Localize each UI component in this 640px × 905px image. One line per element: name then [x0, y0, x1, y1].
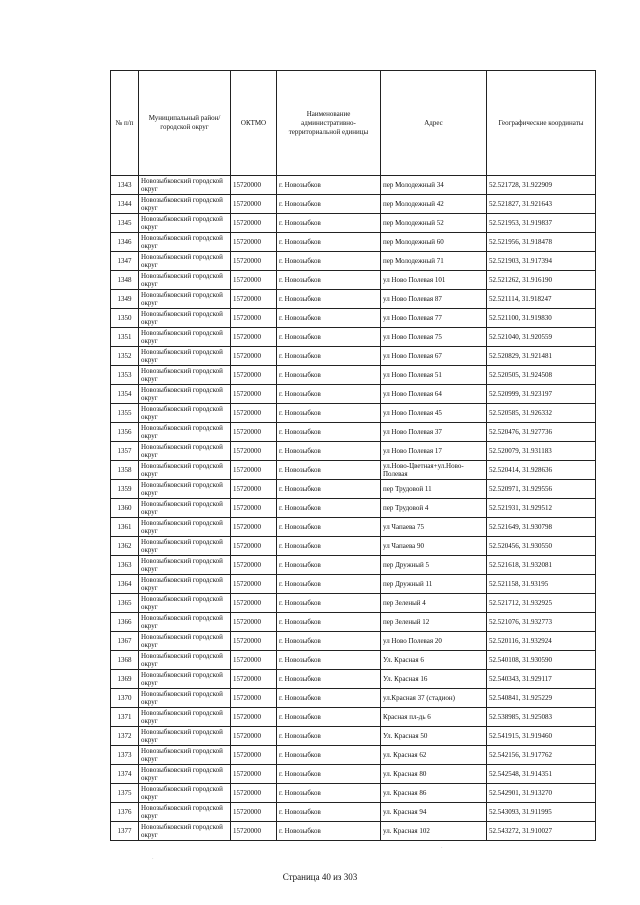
- row-address: ул Ново Полевая 64: [381, 385, 487, 404]
- row-oktmo: 15720000: [231, 518, 277, 537]
- row-address: ул. Красная 62: [381, 746, 487, 765]
- row-address: Ул. Красная 16: [381, 670, 487, 689]
- table-row: [111, 480, 596, 499]
- row-admin-unit: г. Новозыбков: [277, 537, 381, 556]
- row-admin-unit: г. Новозыбков: [277, 708, 381, 727]
- row-address: ул Ново Полевая 17: [381, 442, 487, 461]
- row-oktmo: 15720000: [231, 708, 277, 727]
- row-oktmo: 15720000: [231, 271, 277, 290]
- row-admin-unit: г. Новозыбков: [277, 613, 381, 632]
- row-coordinates: 52.520456, 31.930550: [487, 537, 596, 556]
- row-municipality: Новозыбковский городской округ: [139, 499, 231, 518]
- table-row: [111, 613, 596, 632]
- row-oktmo: 15720000: [231, 575, 277, 594]
- row-address: ул Ново Полевая 101: [381, 271, 487, 290]
- row-admin-unit: г. Новозыбков: [277, 480, 381, 499]
- row-municipality: Новозыбковский городской округ: [139, 689, 231, 708]
- row-address: ул. Красная 102: [381, 822, 487, 841]
- row-admin-unit: г. Новозыбков: [277, 290, 381, 309]
- row-municipality: Новозыбковский городской округ: [139, 575, 231, 594]
- row-number: 1363: [111, 556, 139, 575]
- row-coordinates: 52.542901, 31.913270: [487, 784, 596, 803]
- row-number: 1347: [111, 252, 139, 271]
- table-row: [111, 366, 596, 385]
- row-address: ул. Красная 94: [381, 803, 487, 822]
- row-coordinates: 52.520116, 31.932924: [487, 632, 596, 651]
- row-municipality: Новозыбковский городской округ: [139, 271, 231, 290]
- row-municipality: Новозыбковский городской округ: [139, 613, 231, 632]
- row-address: ул. Красная 80: [381, 765, 487, 784]
- row-municipality: Новозыбковский городской округ: [139, 480, 231, 499]
- row-number: 1375: [111, 784, 139, 803]
- row-admin-unit: г. Новозыбков: [277, 651, 381, 670]
- row-number: 1350: [111, 309, 139, 328]
- row-number: 1353: [111, 366, 139, 385]
- table-row: [111, 784, 596, 803]
- table-row: [111, 233, 596, 252]
- row-address: пер Молодежный 42: [381, 195, 487, 214]
- row-oktmo: 15720000: [231, 176, 277, 195]
- row-address: пер Зеленый 12: [381, 613, 487, 632]
- row-oktmo: 15720000: [231, 594, 277, 613]
- page-number: Страница 40 из 303: [282, 872, 358, 882]
- table-row: [111, 404, 596, 423]
- row-coordinates: 52.520999, 31.923197: [487, 385, 596, 404]
- row-coordinates: 52.543272, 31.910027: [487, 822, 596, 841]
- row-number: 1343: [111, 176, 139, 195]
- row-number: 1370: [111, 689, 139, 708]
- row-number: 1372: [111, 727, 139, 746]
- row-address: ул Ново Полевая 77: [381, 309, 487, 328]
- row-admin-unit: г. Новозыбков: [277, 784, 381, 803]
- header-coordinates: Географические координаты: [487, 71, 596, 176]
- row-address: Красная пл-дь 6: [381, 708, 487, 727]
- table-row: [111, 442, 596, 461]
- row-number: 1344: [111, 195, 139, 214]
- row-address: пер Трудовой 11: [381, 480, 487, 499]
- row-coordinates: 52.543093, 31.911995: [487, 803, 596, 822]
- table-row: [111, 347, 596, 366]
- table-row: [111, 518, 596, 537]
- row-municipality: Новозыбковский городской округ: [139, 822, 231, 841]
- row-address: ул Ново Полевая 45: [381, 404, 487, 423]
- table-row: [111, 632, 596, 651]
- row-coordinates: 52.521040, 31.920559: [487, 328, 596, 347]
- row-admin-unit: г. Новозыбков: [277, 176, 381, 195]
- row-oktmo: 15720000: [231, 214, 277, 233]
- row-number: 1376: [111, 803, 139, 822]
- row-number: 1354: [111, 385, 139, 404]
- row-address: Ул. Красная 50: [381, 727, 487, 746]
- row-number: 1346: [111, 233, 139, 252]
- row-municipality: Новозыбковский городской округ: [139, 347, 231, 366]
- row-coordinates: 52.520971, 31.929556: [487, 480, 596, 499]
- row-admin-unit: г. Новозыбков: [277, 214, 381, 233]
- row-coordinates: 52.521114, 31.918247: [487, 290, 596, 309]
- row-number: 1349: [111, 290, 139, 309]
- row-municipality: Новозыбковский городской округ: [139, 518, 231, 537]
- row-admin-unit: г. Новозыбков: [277, 385, 381, 404]
- row-admin-unit: г. Новозыбков: [277, 594, 381, 613]
- row-number: 1365: [111, 594, 139, 613]
- table-row: [111, 651, 596, 670]
- coordinates-table: [110, 70, 596, 841]
- table-row: [111, 537, 596, 556]
- row-municipality: Новозыбковский городской округ: [139, 632, 231, 651]
- row-coordinates: 52.521712, 31.932925: [487, 594, 596, 613]
- row-admin-unit: г. Новозыбков: [277, 727, 381, 746]
- row-admin-unit: г. Новозыбков: [277, 423, 381, 442]
- table-row: [111, 271, 596, 290]
- row-coordinates: 52.540841, 31.925229: [487, 689, 596, 708]
- row-municipality: Новозыбковский городской округ: [139, 746, 231, 765]
- row-oktmo: 15720000: [231, 613, 277, 632]
- row-admin-unit: г. Новозыбков: [277, 803, 381, 822]
- row-number: 1374: [111, 765, 139, 784]
- row-coordinates: 52.520476, 31.927736: [487, 423, 596, 442]
- row-address: пер Трудовой 4: [381, 499, 487, 518]
- table-row: [111, 461, 596, 480]
- row-coordinates: 52.521827, 31.921643: [487, 195, 596, 214]
- row-coordinates: 52.521953, 31.919837: [487, 214, 596, 233]
- table-row: [111, 727, 596, 746]
- row-coordinates: 52.521076, 31.932773: [487, 613, 596, 632]
- row-oktmo: 15720000: [231, 670, 277, 689]
- row-admin-unit: г. Новозыбков: [277, 765, 381, 784]
- row-oktmo: 15720000: [231, 366, 277, 385]
- row-oktmo: 15720000: [231, 347, 277, 366]
- row-municipality: Новозыбковский городской округ: [139, 594, 231, 613]
- row-address: ул. Красная 86: [381, 784, 487, 803]
- row-address: пер Молодежный 34: [381, 176, 487, 195]
- table-row: [111, 385, 596, 404]
- row-oktmo: 15720000: [231, 442, 277, 461]
- row-oktmo: 15720000: [231, 309, 277, 328]
- row-municipality: Новозыбковский городской округ: [139, 328, 231, 347]
- table-row: [111, 423, 596, 442]
- row-address: пер Молодежный 60: [381, 233, 487, 252]
- row-coordinates: 52.521618, 31.932081: [487, 556, 596, 575]
- row-number: 1362: [111, 537, 139, 556]
- row-number: 1373: [111, 746, 139, 765]
- row-admin-unit: г. Новозыбков: [277, 233, 381, 252]
- row-admin-unit: г. Новозыбков: [277, 271, 381, 290]
- row-oktmo: 15720000: [231, 461, 277, 480]
- row-admin-unit: г. Новозыбков: [277, 309, 381, 328]
- row-admin-unit: г. Новозыбков: [277, 252, 381, 271]
- row-oktmo: 15720000: [231, 784, 277, 803]
- row-oktmo: 15720000: [231, 233, 277, 252]
- row-coordinates: 52.520829, 31.921481: [487, 347, 596, 366]
- row-coordinates: 52.521100, 31.919830: [487, 309, 596, 328]
- row-coordinates: 52.521931, 31.929512: [487, 499, 596, 518]
- table-row: [111, 290, 596, 309]
- table-row: [111, 252, 596, 271]
- row-oktmo: 15720000: [231, 385, 277, 404]
- row-number: 1367: [111, 632, 139, 651]
- row-coordinates: 52.520505, 31.924508: [487, 366, 596, 385]
- table-row: [111, 176, 596, 195]
- row-number: 1361: [111, 518, 139, 537]
- row-oktmo: 15720000: [231, 746, 277, 765]
- row-oktmo: 15720000: [231, 404, 277, 423]
- row-coordinates: 52.540343, 31.929117: [487, 670, 596, 689]
- row-coordinates: 52.541915, 31.919460: [487, 727, 596, 746]
- row-oktmo: 15720000: [231, 423, 277, 442]
- row-number: 1358: [111, 461, 139, 480]
- table-row: [111, 499, 596, 518]
- row-coordinates: 52.521956, 31.918478: [487, 233, 596, 252]
- row-number: 1348: [111, 271, 139, 290]
- row-number: 1368: [111, 651, 139, 670]
- row-admin-unit: г. Новозыбков: [277, 442, 381, 461]
- table-row: [111, 822, 596, 841]
- row-municipality: Новозыбковский городской округ: [139, 404, 231, 423]
- header-municipality: Муниципальный район/городской округ: [139, 71, 231, 176]
- row-address: пер Молодежный 52: [381, 214, 487, 233]
- row-municipality: Новозыбковский городской округ: [139, 708, 231, 727]
- row-number: 1355: [111, 404, 139, 423]
- row-number: 1369: [111, 670, 139, 689]
- row-coordinates: 52.542156, 31.917762: [487, 746, 596, 765]
- table-row: [111, 746, 596, 765]
- row-address: пер Дружный 5: [381, 556, 487, 575]
- row-number: 1377: [111, 822, 139, 841]
- row-municipality: Новозыбковский городской округ: [139, 727, 231, 746]
- table-row: [111, 765, 596, 784]
- table-row: [111, 195, 596, 214]
- row-admin-unit: г. Новозыбков: [277, 518, 381, 537]
- row-address: пер Зеленый 4: [381, 594, 487, 613]
- row-oktmo: 15720000: [231, 537, 277, 556]
- row-municipality: Новозыбковский городской округ: [139, 537, 231, 556]
- row-address: ул Чапаева 90: [381, 537, 487, 556]
- row-municipality: Новозыбковский городской округ: [139, 461, 231, 480]
- header-admin-unit: Наименование административно-территориальной единицы: [277, 71, 381, 176]
- row-oktmo: 15720000: [231, 328, 277, 347]
- table-row: [111, 214, 596, 233]
- row-number: 1364: [111, 575, 139, 594]
- row-coordinates: 52.520585, 31.926332: [487, 404, 596, 423]
- row-address: пер Дружный 11: [381, 575, 487, 594]
- row-oktmo: 15720000: [231, 822, 277, 841]
- row-address: ул Чапаева 75: [381, 518, 487, 537]
- row-number: 1371: [111, 708, 139, 727]
- row-oktmo: 15720000: [231, 651, 277, 670]
- row-municipality: Новозыбковский городской округ: [139, 385, 231, 404]
- table-row: [111, 556, 596, 575]
- row-address: ул.Ново-Цветная+ул.Ново-Полевая: [381, 461, 487, 480]
- row-municipality: Новозыбковский городской округ: [139, 195, 231, 214]
- table-row: [111, 708, 596, 727]
- row-oktmo: 15720000: [231, 556, 277, 575]
- row-municipality: Новозыбковский городской округ: [139, 366, 231, 385]
- row-oktmo: 15720000: [231, 765, 277, 784]
- row-number: 1356: [111, 423, 139, 442]
- row-admin-unit: г. Новозыбков: [277, 347, 381, 366]
- row-oktmo: 15720000: [231, 290, 277, 309]
- row-municipality: Новозыбковский городской округ: [139, 765, 231, 784]
- table-row: [111, 328, 596, 347]
- table-row: [111, 575, 596, 594]
- row-admin-unit: г. Новозыбков: [277, 575, 381, 594]
- row-admin-unit: г. Новозыбков: [277, 461, 381, 480]
- row-admin-unit: г. Новозыбков: [277, 499, 381, 518]
- row-address: ул Ново Полевая 67: [381, 347, 487, 366]
- row-number: 1345: [111, 214, 139, 233]
- row-oktmo: 15720000: [231, 195, 277, 214]
- table-body: [111, 176, 596, 841]
- row-address: ул.Красная 37 (стадион): [381, 689, 487, 708]
- row-municipality: Новозыбковский городской округ: [139, 670, 231, 689]
- row-address: пер Молодежный 71: [381, 252, 487, 271]
- row-coordinates: 52.521903, 31.917394: [487, 252, 596, 271]
- row-number: 1352: [111, 347, 139, 366]
- row-municipality: Новозыбковский городской округ: [139, 651, 231, 670]
- row-admin-unit: г. Новозыбков: [277, 670, 381, 689]
- row-number: 1360: [111, 499, 139, 518]
- table-row: [111, 309, 596, 328]
- row-coordinates: 52.538985, 31.925083: [487, 708, 596, 727]
- row-municipality: Новозыбковский городской округ: [139, 442, 231, 461]
- row-municipality: Новозыбковский городской округ: [139, 290, 231, 309]
- row-number: 1366: [111, 613, 139, 632]
- table-row: [111, 670, 596, 689]
- row-admin-unit: г. Новозыбков: [277, 556, 381, 575]
- table-row: [111, 594, 596, 613]
- row-oktmo: 15720000: [231, 727, 277, 746]
- scan-speck: ·: [441, 846, 443, 851]
- row-municipality: Новозыбковский городской округ: [139, 803, 231, 822]
- table-header-row: [111, 71, 596, 176]
- row-coordinates: 52.521158, 31.93195: [487, 575, 596, 594]
- row-admin-unit: г. Новозыбков: [277, 404, 381, 423]
- row-address: ул Ново Полевая 37: [381, 423, 487, 442]
- row-oktmo: 15720000: [231, 632, 277, 651]
- row-address: ул Ново Полевая 51: [381, 366, 487, 385]
- row-address: ул Ново Полевая 20: [381, 632, 487, 651]
- row-coordinates: 52.520079, 31.931183: [487, 442, 596, 461]
- row-admin-unit: г. Новозыбков: [277, 689, 381, 708]
- row-admin-unit: г. Новозыбков: [277, 632, 381, 651]
- row-oktmo: 15720000: [231, 803, 277, 822]
- row-municipality: Новозыбковский городской округ: [139, 784, 231, 803]
- row-municipality: Новозыбковский городской округ: [139, 252, 231, 271]
- row-number: 1351: [111, 328, 139, 347]
- row-coordinates: 52.540108, 31.930590: [487, 651, 596, 670]
- header-oktmo: ОКТМО: [231, 71, 277, 176]
- row-municipality: Новозыбковский городской округ: [139, 309, 231, 328]
- row-municipality: Новозыбковский городской округ: [139, 423, 231, 442]
- row-address: ул Ново Полевая 75: [381, 328, 487, 347]
- row-admin-unit: г. Новозыбков: [277, 746, 381, 765]
- row-admin-unit: г. Новозыбков: [277, 328, 381, 347]
- row-coordinates: 52.521262, 31.916190: [487, 271, 596, 290]
- row-municipality: Новозыбковский городской округ: [139, 556, 231, 575]
- header-num: № п/п: [111, 71, 139, 176]
- scan-speck: ·: [152, 857, 154, 862]
- row-oktmo: 15720000: [231, 689, 277, 708]
- row-oktmo: 15720000: [231, 499, 277, 518]
- row-admin-unit: г. Новозыбков: [277, 366, 381, 385]
- row-address: Ул. Красная 6: [381, 651, 487, 670]
- row-coordinates: 52.542548, 31.914351: [487, 765, 596, 784]
- row-admin-unit: г. Новозыбков: [277, 195, 381, 214]
- row-admin-unit: г. Новозыбков: [277, 822, 381, 841]
- row-municipality: Новозыбковский городской округ: [139, 214, 231, 233]
- row-municipality: Новозыбковский городской округ: [139, 233, 231, 252]
- table-row: [111, 689, 596, 708]
- row-number: 1357: [111, 442, 139, 461]
- header-address: Адрес: [381, 71, 487, 176]
- row-municipality: Новозыбковский городской округ: [139, 176, 231, 195]
- row-address: ул Ново Полевая 87: [381, 290, 487, 309]
- row-number: 1359: [111, 480, 139, 499]
- row-coordinates: 52.521728, 31.922909: [487, 176, 596, 195]
- row-coordinates: 52.520414, 31.928636: [487, 461, 596, 480]
- row-coordinates: 52.521649, 31.930798: [487, 518, 596, 537]
- row-oktmo: 15720000: [231, 480, 277, 499]
- row-oktmo: 15720000: [231, 252, 277, 271]
- table-row: [111, 803, 596, 822]
